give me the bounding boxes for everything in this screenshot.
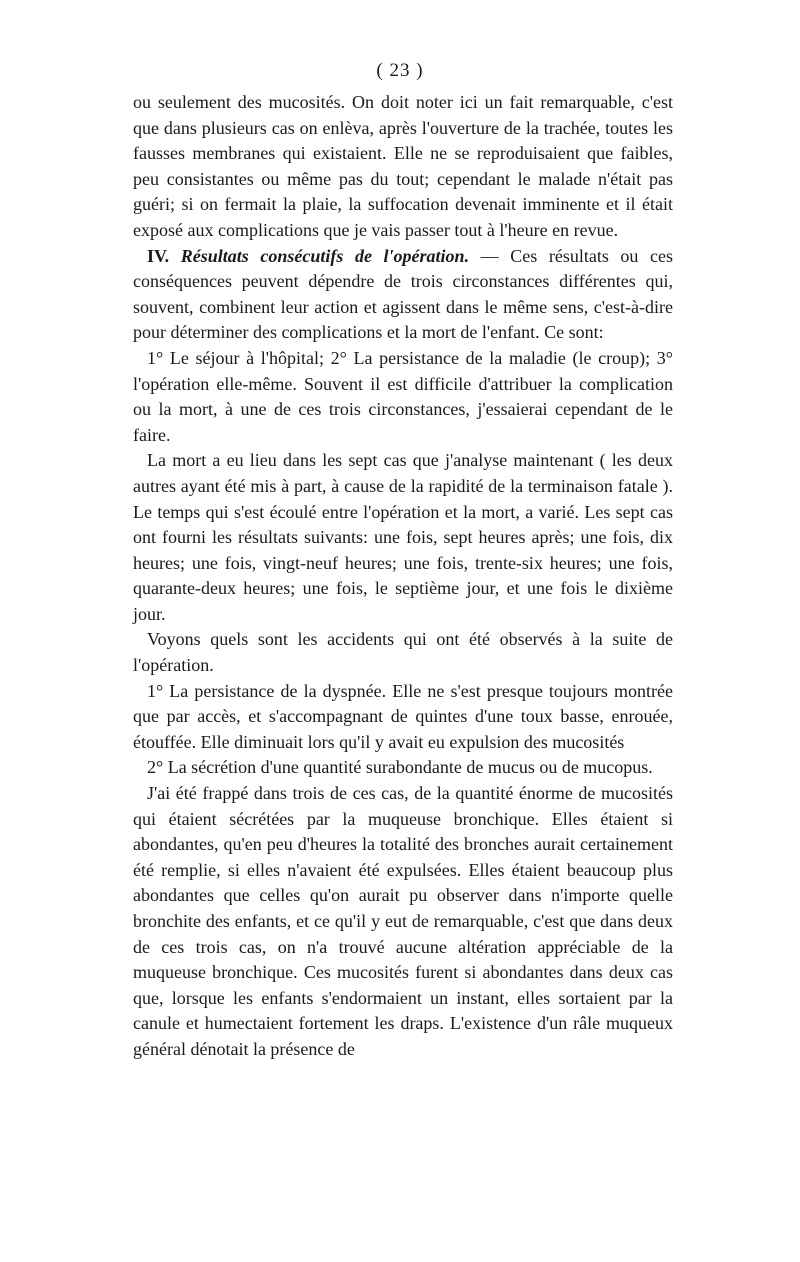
page-number: ( 23 )	[376, 60, 424, 81]
section-number: IV.	[147, 245, 170, 266]
paragraph-8: J'ai été frappé dans trois de ces cas, de la quantité énorme de mucosités qui étaient sécrétées par la muqueuse bronchique. Elles étaient si abondantes, qu'en peu d'heures la totalité des bronches aurait certainement été remplie, si elles n'avaient été expulsées. Elles étaient beaucoup plus abondantes que celles qu'on aurait pu observer dans n'importe quelle bronchite des enfants, et ce qu'il y eut de remarquable, c'est que dans deux de ces trois cas, on n'a trouvé aucune altération appréciable de la muqueuse bronchique. Ces mucosités furent si abondantes dans deux cas que, lorsque les enfants s'endormaient un instant, elles sortaient par la canule et humectaient fortement les draps. L'existence d'un râle muqueux général dénotait la présence de	[133, 783, 673, 1059]
paragraph-6: 1° La persistance de la dyspnée. Elle ne s'est presque toujours montrée que par accès, et s'accompagnant de quintes d'une toux basse, enrouée, étouffée. Elle diminuait lors qu'il y avait eu expulsion des mucosités	[133, 680, 673, 752]
paragraph-4: La mort a eu lieu dans les sept cas que j'analyse maintenant ( les deux autres ayant été mis à part, à cause de la rapidité de la terminaison fatale ). Le temps qui s'est écoulé entre l'opération et la mort, a varié. Les sept cas ont fourni les résultats suivants: une fois, sept heures après; une fois, dix heures; une fois, vingt-neuf heures; une fois, trente-six heures; une fois, quarante-deux heures; une fois, le septième jour, et une fois le dixième jour.	[133, 450, 673, 624]
section-intro-text: — Ces résultats ou ces conséquences peuvent dépendre de trois circonstances différentes qui, souvent, combinent leur action et agissent dans le même sens, c'est-à-dire pour déterminer des complications et la mort de l'enfant. Ce sont:	[133, 245, 674, 343]
section-iv-paragraph	[133, 244, 673, 346]
paragraph-7: 2° La sécrétion d'une quantité surabondante de mucus ou de mucopus.	[147, 757, 653, 778]
body-text	[133, 90, 673, 1063]
paragraph-1: ou seulement des mucosités. On doit noter ici un fait remarquable, c'est que dans plusieurs cas on enlèva, après l'ouverture de la trachée, toutes les fausses membranes qui existaient. Elle ne se reproduisaient que faibles, peu consistantes ou même pas du tout; cependant le malade n'était pas guéri; si on fermait la plaie, la suffocation devenait imminente et il était exposé aux complications que je vais passer tout à l'heure en revue.	[133, 92, 673, 240]
paragraph-3: 1° Le séjour à l'hôpital; 2° La persistance de la maladie (le croup); 3° l'opération elle-même. Souvent il est difficile d'attribuer la complication ou la mort, à une de ces trois circonstances, j'essaierai cependant de le faire.	[133, 347, 673, 445]
section-title: Résultats consécutifs de l'opération.	[180, 245, 470, 266]
paragraph-5: Voyons quels sont les accidents qui ont été observés à la suite de l'opération.	[133, 629, 673, 676]
